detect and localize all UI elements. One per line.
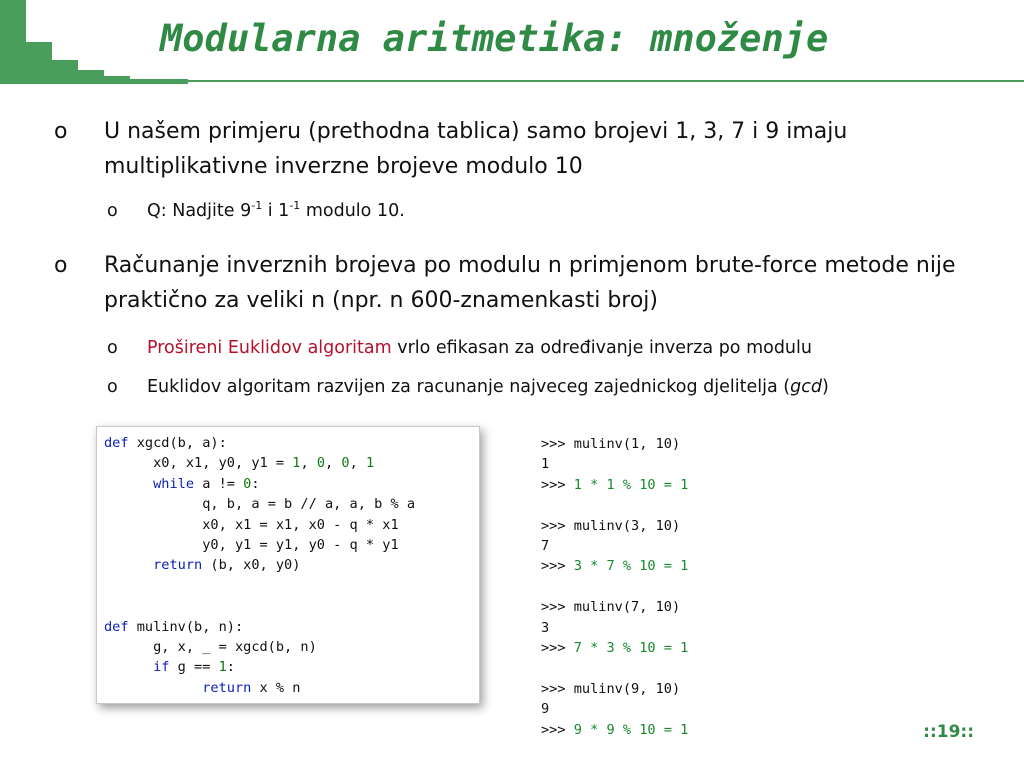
decor-stair-outline	[4, 0, 26, 44]
code-box	[96, 426, 480, 704]
code-line: g, x, _ = xgcd(b, n)	[153, 639, 317, 656]
decor-stair-step	[130, 79, 188, 84]
console-check: >>> 9 * 9 % 10 = 1	[541, 721, 689, 738]
console-result: 3	[541, 619, 550, 636]
code-line: def mulinv(b, n):	[104, 618, 244, 635]
console-check: >>> 1 * 1 % 10 = 1	[541, 476, 689, 493]
console-result: 1	[541, 456, 550, 473]
bullet-item	[54, 248, 974, 318]
page-title: Modularna aritmetika: množenje	[160, 17, 829, 60]
sub-bullet-item	[107, 372, 829, 402]
code-line: x0, x1, y0, y1 = 1, 0, 0, 1	[153, 455, 375, 472]
bullet-item	[54, 114, 964, 184]
console-call: >>> mulinv(9, 10)	[541, 680, 681, 697]
sub-bullet-item	[107, 196, 405, 226]
code-line: q, b, a = b // a, a, b % a	[202, 496, 416, 513]
code-line: return x % n	[202, 679, 301, 696]
decor-stair-step	[104, 76, 130, 84]
code-line: x0, x1 = x1, x0 - q * x1	[202, 516, 399, 533]
code-line: if g == 1:	[153, 659, 235, 676]
decor-stair-step	[78, 70, 104, 84]
highlighted-term: Prošireni Euklidov algoritam	[147, 338, 392, 358]
sub-bullet-marker: o	[107, 338, 118, 358]
console-call: >>> mulinv(1, 10)	[541, 436, 681, 452]
sub-bullet-item	[107, 333, 812, 363]
console-call: >>> mulinv(3, 10)	[541, 517, 681, 534]
console-output	[541, 434, 688, 740]
console-call: >>> mulinv(7, 10)	[541, 599, 681, 616]
page-number: ::19::	[923, 722, 974, 742]
sub-bullet-marker: o	[107, 377, 118, 397]
decor-stair-step	[52, 60, 78, 84]
title-divider	[188, 80, 1024, 82]
sub-bullet-text: Prošireni Euklidov algoritam vrlo efikasan za određivanje inverza po modulu	[147, 338, 812, 358]
decor-stair-step	[26, 42, 52, 84]
sub-bullet-text: Euklidov algoritam razvijen za racunanje najveceg zajednickog djelitelja (gcd)	[147, 377, 829, 397]
bullet-marker: o	[54, 119, 68, 144]
sub-bullet-marker: o	[107, 201, 118, 221]
code-line: while a != 0:	[153, 475, 260, 492]
console-check: >>> 7 * 3 % 10 = 1	[541, 640, 689, 657]
code-line: def xgcd(b, a):	[104, 435, 227, 451]
code-line: y0, y1 = y1, y0 - q * y1	[202, 537, 399, 554]
sub-bullet-text: Q: Nadjite $9^{-1}$ i $1^{-1}$ modulo 10.	[147, 199, 405, 221]
bullet-text: U našem primjeru (prethodna tablica) samo brojevi 1, 3, 7 i 9 imaju multiplikativne inverzne brojeve modulo 10	[104, 119, 848, 179]
bullet-text: Računanje inverznih brojeva po modulu n primjenom brute-force metode nije praktično za veliki n (npr. n 600-znamenkasti broj)	[104, 253, 956, 313]
bullet-marker: o	[54, 253, 68, 278]
console-result: 9	[541, 701, 550, 718]
python-code-listing	[104, 433, 415, 698]
console-check: >>> 3 * 7 % 10 = 1	[541, 558, 689, 575]
console-result: 7	[541, 538, 550, 555]
code-line: return (b, x0, y0)	[153, 557, 301, 574]
